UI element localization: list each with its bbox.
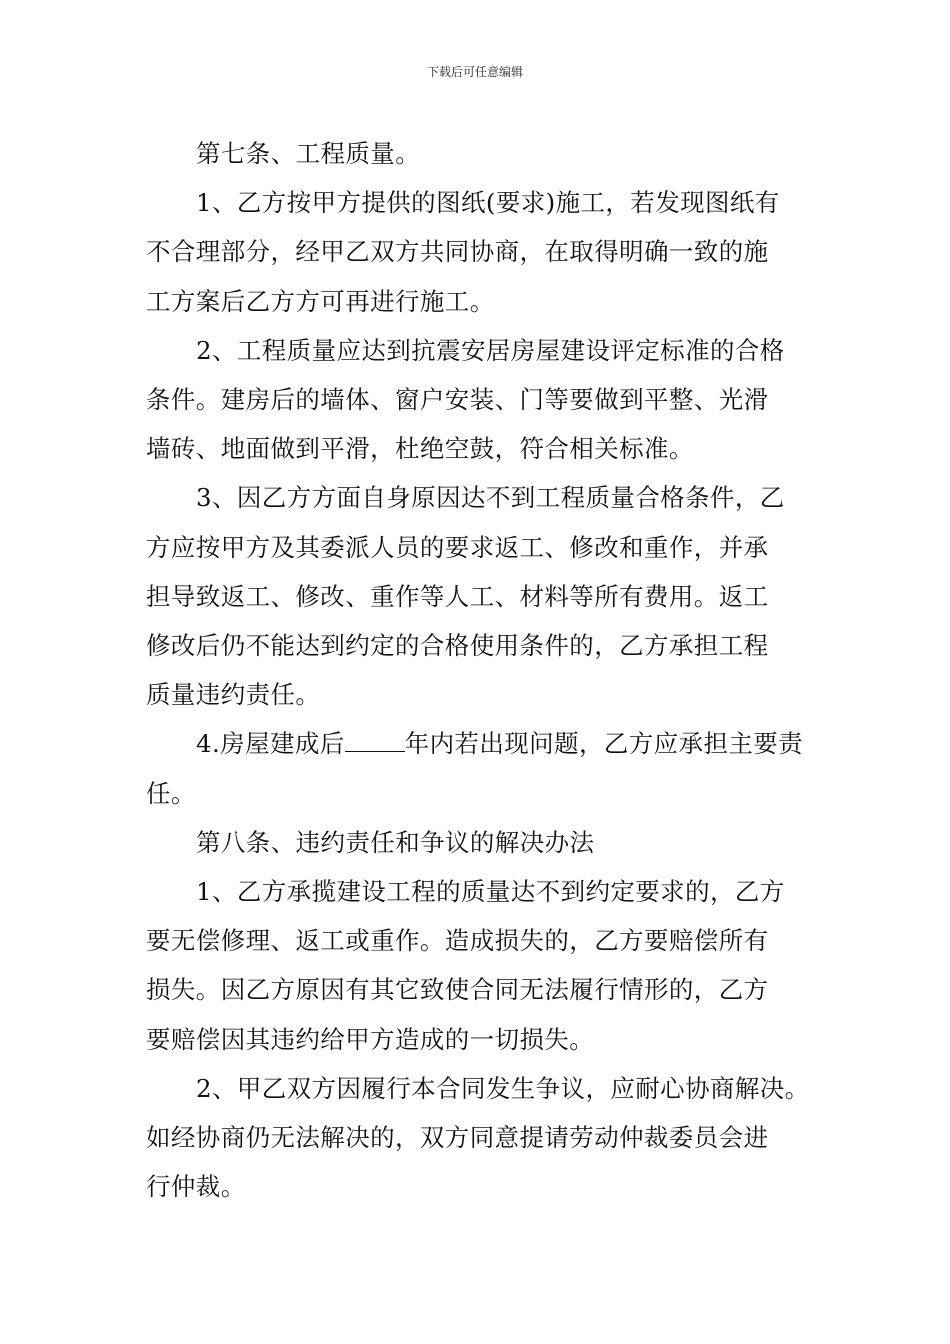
text-line: 如经协商仍无法解决的，双方同意提请劳动仲裁委员会进 <box>146 1123 769 1153</box>
text-line: 不合理部分，经甲乙双方共同协商，在取得明确一致的施 <box>146 237 769 267</box>
article-7-heading <box>146 129 814 178</box>
text-line: 1、乙方承揽建设工程的质量达不到约定要求的，乙方 <box>196 877 785 907</box>
text-line: 2、甲乙双方因履行本合同发生争议，应耐心协商解决。 <box>196 1073 810 1103</box>
text-line: 要赔偿因其违约给甲方造成的一切损失。 <box>146 1024 595 1054</box>
page-header: 下载后可任意编辑 <box>426 65 523 79</box>
text-line: 质量违约责任。 <box>146 680 321 710</box>
text-line: 修改后仍不能达到约定的合格使用条件的，乙方承担工程 <box>146 631 769 661</box>
text-line: 行仲裁。 <box>146 1172 246 1202</box>
text-line: 墙砖、地面做到平滑，杜绝空鼓，符合相关标准。 <box>146 434 694 464</box>
text-line: 条件。建房后的墙体、窗户安装、门等要做到平整、光滑 <box>146 385 769 415</box>
article-8-clause-2 <box>146 1064 814 1212</box>
text-line: 损失。因乙方原因有其它致使合同无法履行情形的，乙方 <box>146 975 769 1005</box>
text-line: 第七条、工程质量。 <box>196 139 421 168</box>
text-line: 担导致返工、修改、重作等人工、材料等所有费用。返工 <box>146 581 769 611</box>
text-line: 3、因乙方方面自身原因达不到工程质量合格条件，乙 <box>196 483 785 513</box>
text-line: 要无偿修理、返工或重作。造成损失的，乙方要赔偿所有 <box>146 926 769 956</box>
article-7-clause-4 <box>146 719 814 817</box>
article-7-clause-2 <box>146 326 814 474</box>
text-line <box>146 719 814 768</box>
clause-4-rest: 年内若出现问题，乙方应承担主要责 <box>404 729 804 759</box>
text-line: 第八条、违约责任和争议的解决办法 <box>196 827 595 857</box>
article-8-clause-1 <box>146 867 814 1064</box>
fill-in-blank[interactable] <box>345 729 405 752</box>
text-line: 工方案后乙方方可再进行施工。 <box>146 286 495 316</box>
clause-4-start: 4.房屋建成后 <box>196 729 345 759</box>
text-line: 2、工程质量应达到抗震安居房屋建设评定标准的合格 <box>196 335 785 365</box>
article-7-clause-1 <box>146 178 814 326</box>
text-line: 任。 <box>146 778 196 808</box>
article-7-clause-3 <box>146 473 814 719</box>
text-line: 1、乙方按甲方提供的图纸(要求)施工，若发现图纸有 <box>196 188 780 218</box>
article-8-heading <box>146 818 814 867</box>
text-line: 方应按甲方及其委派人员的要求返工、修改和重作，并承 <box>146 532 769 562</box>
document-body <box>146 129 814 1211</box>
